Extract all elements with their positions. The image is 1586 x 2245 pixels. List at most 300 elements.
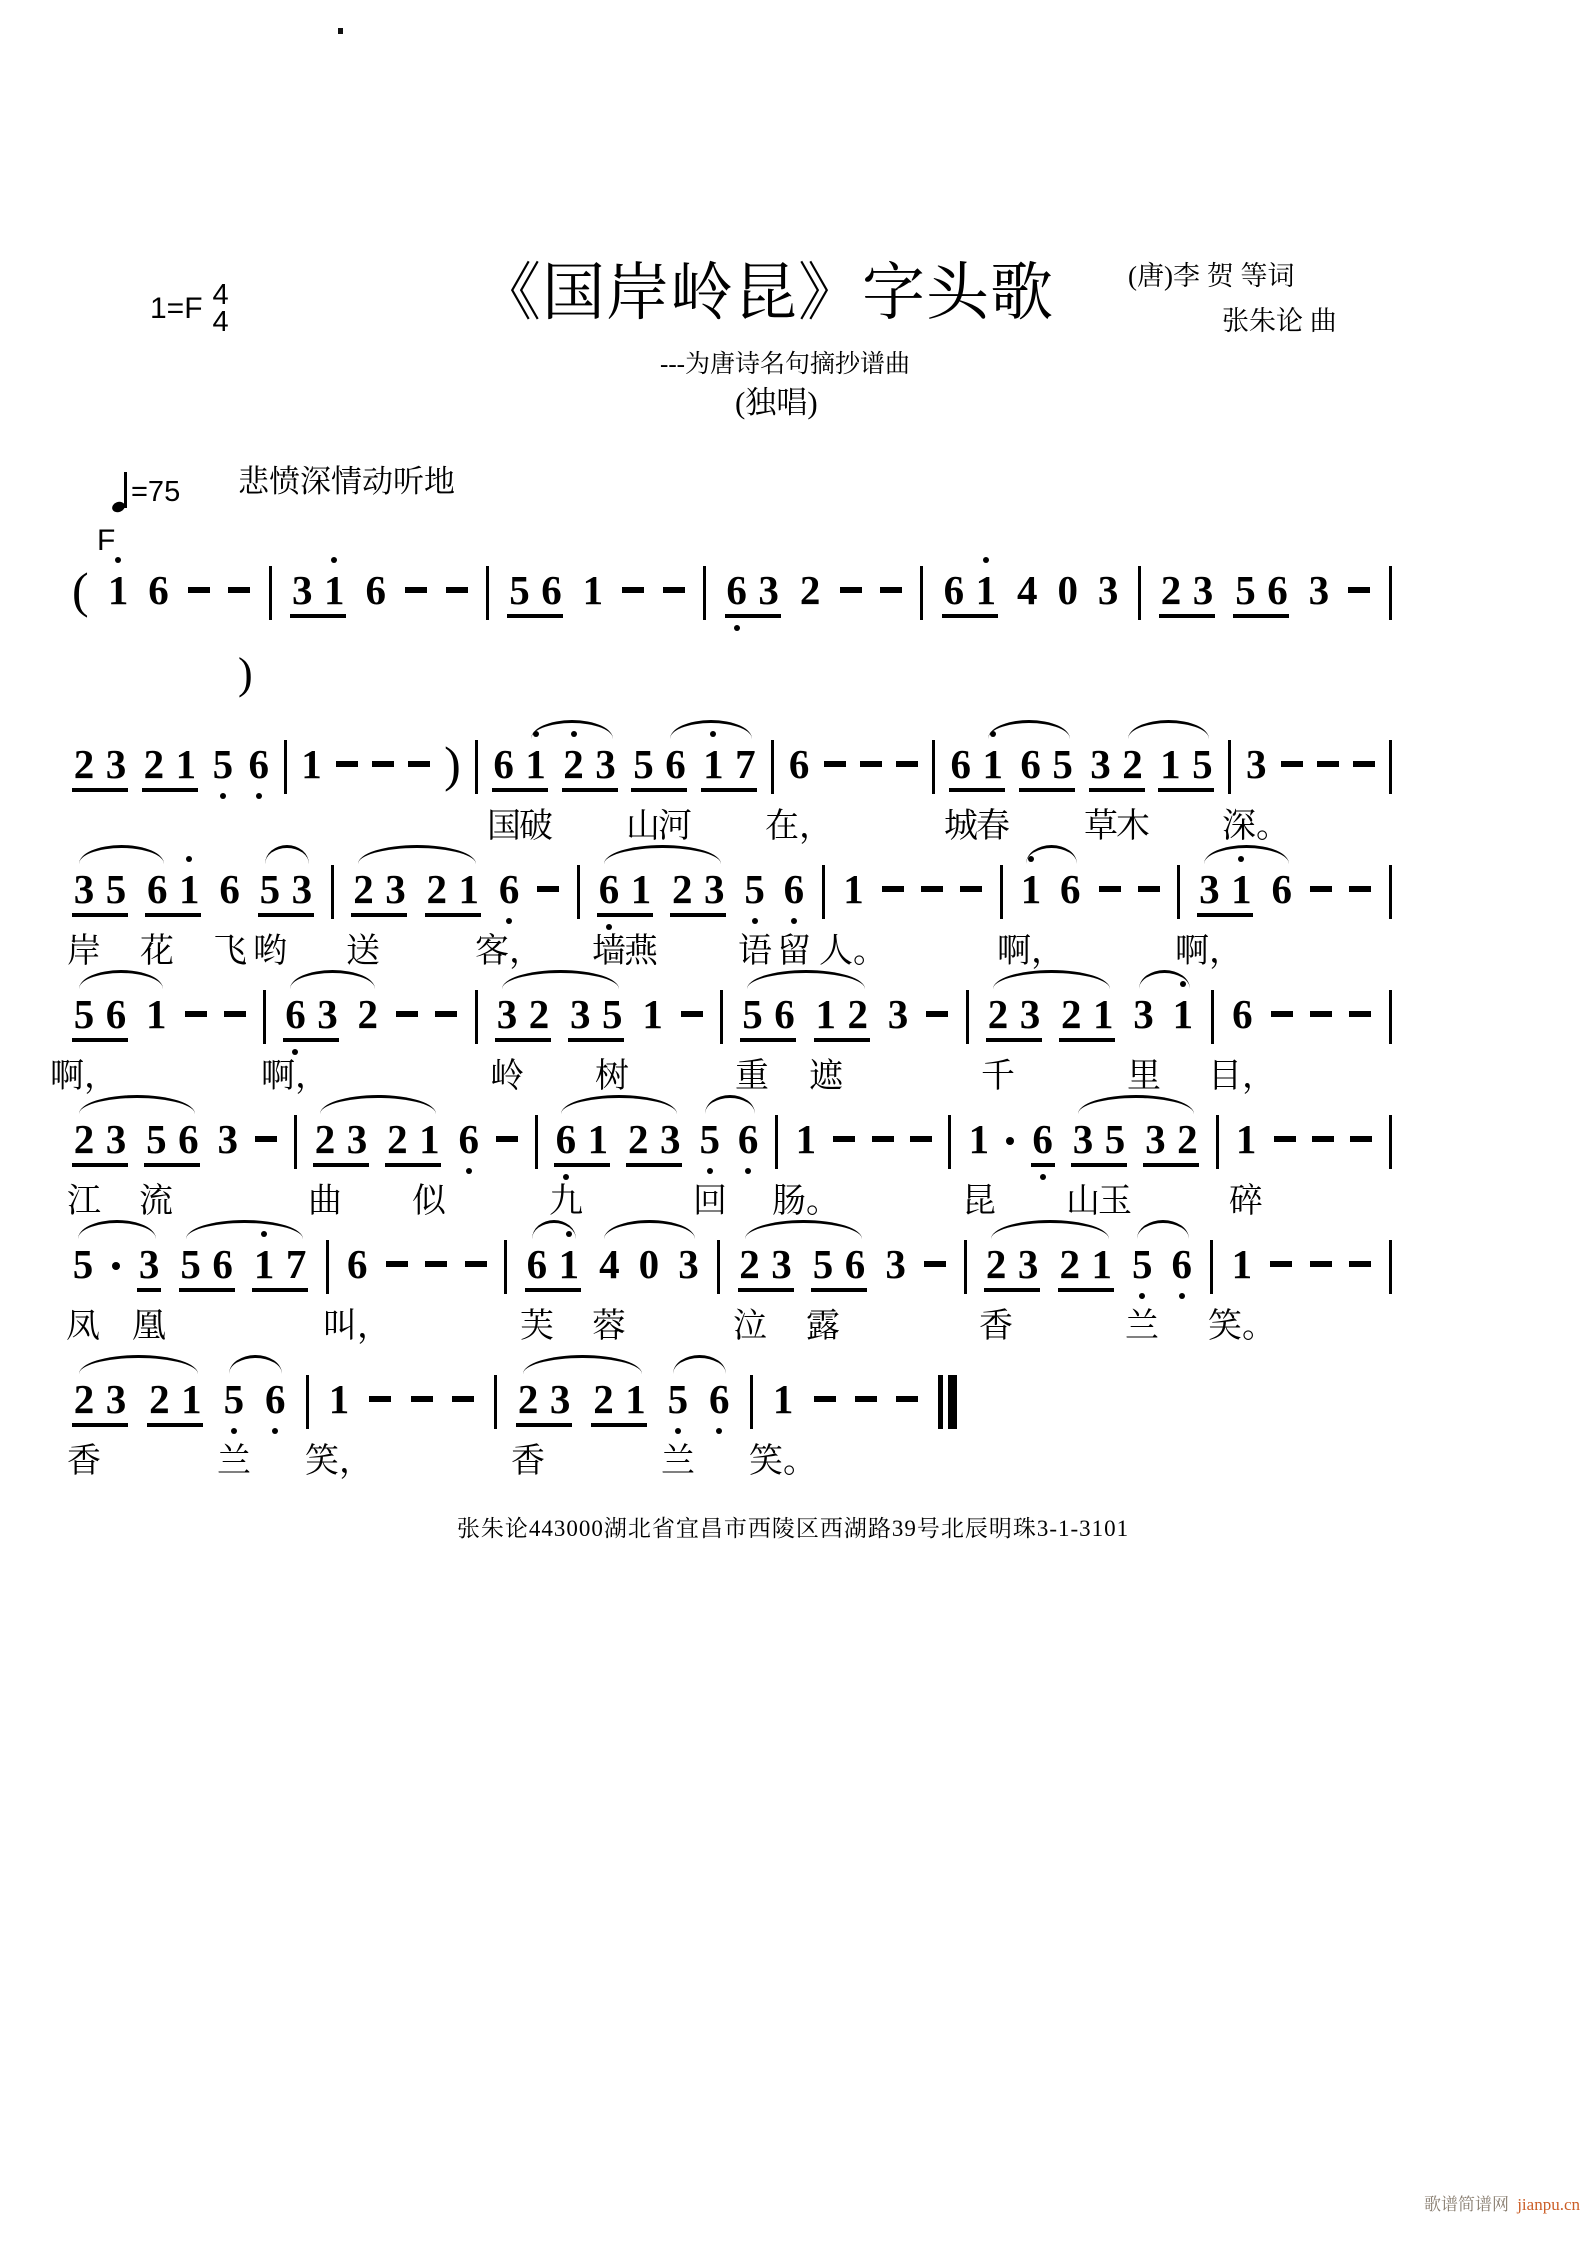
slur-arc (670, 720, 752, 739)
note-2: 2 (1060, 991, 1082, 1037)
note-6: 6 (950, 741, 971, 787)
beam-group (949, 740, 1005, 792)
note-6: 6 (1232, 991, 1253, 1037)
performance-type: (独唱) (735, 385, 818, 420)
lyric-syllable: 国 (487, 808, 521, 845)
note-3: 3 (291, 866, 313, 912)
note-1: 1 (772, 1376, 794, 1422)
dash-beat (452, 1396, 474, 1402)
barline (284, 740, 287, 794)
beam-group (554, 1115, 610, 1167)
note-3: 3 (105, 741, 127, 787)
note-1: 1 (175, 741, 197, 787)
barline (294, 1115, 297, 1169)
beam-group (147, 1375, 203, 1427)
beam-group (72, 990, 128, 1042)
note-1: 1 (642, 991, 663, 1037)
note-6: 6 (943, 567, 965, 613)
note-5: 5 (146, 1116, 167, 1162)
lyric-syllable: 笑， (305, 1443, 373, 1480)
dash-beat (855, 1396, 877, 1402)
note-6: 6 (458, 1116, 479, 1162)
lyric-syllable: 哟 (253, 933, 287, 970)
lyric-syllable: 目， (1208, 1058, 1276, 1095)
lyric-syllable: 笑。 (1208, 1308, 1276, 1345)
dash-beat (446, 587, 468, 593)
beam-group (72, 1375, 128, 1427)
note-3: 3 (678, 1241, 699, 1287)
note-6: 6 (493, 741, 514, 787)
note-5: 5 (1192, 741, 1213, 787)
lyric-syllable: 破 (519, 808, 553, 845)
beam-group (942, 566, 998, 618)
note-2: 2 (799, 567, 821, 613)
note-3: 3 (1133, 991, 1154, 1037)
note-3: 3 (595, 741, 616, 787)
note-2: 2 (563, 741, 584, 787)
note-3: 3 (1245, 741, 1267, 787)
lyric-syllable: 千 (981, 1058, 1015, 1095)
beam-group (137, 1240, 161, 1292)
barline (703, 566, 706, 620)
note-6: 6 (147, 866, 168, 912)
note-1: 1 (179, 866, 200, 912)
beam-group (1019, 740, 1075, 792)
beam-group (1071, 1115, 1127, 1167)
note-4: 4 (1017, 567, 1038, 613)
dash-beat (1348, 587, 1370, 593)
barline (948, 1115, 951, 1169)
note-1: 1 (625, 1376, 646, 1422)
note-2: 2 (593, 1376, 614, 1422)
note-3: 3 (317, 991, 338, 1037)
note-5: 5 (72, 1241, 94, 1287)
note-2: 2 (73, 1116, 95, 1162)
dash-beat (1310, 886, 1332, 892)
lyricist-credit: (唐)李 贺 等词 (1128, 261, 1295, 291)
dash-beat (1353, 761, 1375, 767)
dash-beat (910, 1136, 932, 1142)
lyric-syllable: 啊， (261, 1058, 329, 1095)
music-line-2 (72, 736, 1392, 860)
note-5: 5 (1235, 567, 1256, 613)
lyric-syllable: 送 (346, 933, 380, 970)
beam-group (252, 1240, 308, 1292)
dash-beat (1270, 1261, 1292, 1267)
barline (486, 566, 489, 620)
song-title: 《国岸岭昆》字头歌 (478, 258, 1054, 328)
barline (1389, 566, 1392, 620)
note-6: 6 (737, 1116, 759, 1162)
dash-beat (411, 1396, 433, 1402)
lyric-syllable: 飞 (213, 933, 247, 970)
barline (1389, 865, 1392, 919)
barline (775, 1115, 778, 1169)
beam-group (1143, 1115, 1199, 1167)
dash-beat (336, 761, 358, 767)
dash-beat (1312, 1136, 1334, 1142)
lyric-syllable: 回 (693, 1183, 727, 1220)
lyric-syllable: 泣 (733, 1308, 767, 1345)
note-6: 6 (1059, 866, 1081, 912)
dash-beat (228, 587, 250, 593)
note-1: 1 (968, 1116, 990, 1162)
note-6: 6 (365, 567, 386, 613)
beam-group (144, 1115, 200, 1167)
beam-group (179, 1240, 235, 1292)
note-2: 2 (149, 1376, 170, 1422)
note-1: 1 (630, 866, 652, 912)
beam-group (1089, 740, 1145, 792)
dash-beat (814, 1396, 836, 1402)
note-1: 1 (1020, 866, 1042, 912)
beam-group (1031, 1115, 1055, 1167)
note-1: 1 (1231, 1241, 1253, 1287)
note-2: 2 (143, 741, 165, 787)
meter-denominator: 4 (212, 306, 229, 338)
final-bar-thin (938, 1375, 943, 1429)
note-1: 1 (795, 1116, 817, 1162)
music-line-5 (67, 1115, 1392, 1235)
barline (771, 740, 774, 794)
lyric-syllable: 语 (738, 933, 772, 970)
note-4: 4 (599, 1241, 620, 1287)
lyric-syllable: 花 (140, 933, 174, 970)
note-7: 7 (735, 741, 756, 787)
barline (750, 1375, 753, 1429)
lyric-syllable: 客， (475, 933, 543, 970)
note-1: 1 (328, 1376, 350, 1422)
dash-beat (1138, 886, 1160, 892)
lyric-syllable: 城 (944, 808, 978, 845)
note-6: 6 (1032, 1116, 1053, 1162)
dash-beat (537, 886, 559, 892)
beam-group (740, 990, 796, 1042)
dash-beat (1281, 761, 1303, 767)
dash-beat (1310, 1261, 1332, 1267)
note-1: 1 (582, 567, 604, 613)
note-6: 6 (148, 567, 169, 613)
lyric-syllable: 似 (412, 1183, 446, 1220)
barline (720, 990, 723, 1044)
dash-beat (921, 886, 943, 892)
barline (717, 1240, 720, 1294)
dash-beat (465, 1261, 487, 1267)
note-2: 2 (73, 1376, 95, 1422)
beam-group (1233, 566, 1289, 618)
note-3: 3 (73, 866, 95, 912)
lyric-syllable: 春 (976, 808, 1010, 845)
lyric-syllable: 凤 (66, 1308, 100, 1345)
dash-beat (386, 1261, 408, 1267)
beam-group (1059, 990, 1115, 1042)
slur-arc (988, 720, 1070, 739)
beam-group (738, 1240, 794, 1292)
lyric-syllable: 兰 (217, 1443, 251, 1480)
time-signature (212, 279, 229, 338)
composer-credit: 张朱论 曲 (1222, 306, 1337, 336)
note-6: 6 (1171, 1241, 1192, 1287)
note-6: 6 (1020, 741, 1041, 787)
note-5: 5 (223, 1376, 245, 1422)
lyric-syllable: 墙 (592, 933, 626, 970)
music-line-3 (67, 865, 1392, 985)
beam-group (492, 740, 548, 792)
note-6: 6 (105, 991, 127, 1037)
lyric-syllable: 兰 (1125, 1308, 1159, 1345)
beam-group (1158, 740, 1214, 792)
note-2: 2 (1059, 1241, 1080, 1287)
note-1: 1 (458, 866, 480, 912)
note-1: 1 (1172, 991, 1194, 1037)
dash-beat (188, 587, 210, 593)
beam-group (814, 990, 870, 1042)
note-5: 5 (105, 866, 127, 912)
augmentation-dot (112, 1262, 120, 1270)
note-0: 0 (638, 1241, 660, 1287)
lyric-syllable: 昆 (962, 1183, 996, 1220)
dash-beat (681, 1011, 703, 1017)
dash-beat (882, 886, 904, 892)
beam-group (507, 566, 563, 618)
note-2: 2 (387, 1116, 408, 1162)
dash-beat (1271, 1011, 1293, 1017)
lyric-syllable: 里 (1127, 1058, 1161, 1095)
beam-group (313, 1115, 369, 1167)
barline (920, 566, 923, 620)
barline (932, 740, 935, 794)
lyric-syllable: 兰 (661, 1443, 695, 1480)
note-2: 2 (353, 866, 374, 912)
music-line-1 (72, 562, 1392, 686)
dash-beat (405, 587, 427, 593)
beam-group (385, 1115, 441, 1167)
lyric-syllable: 香 (979, 1308, 1013, 1345)
note-2: 2 (987, 991, 1009, 1037)
barline (1177, 865, 1180, 919)
dash-beat (372, 761, 394, 767)
beam-group (351, 865, 407, 917)
dash-beat (663, 587, 685, 593)
note-3: 3 (1145, 1116, 1166, 1162)
note-3: 3 (138, 1241, 160, 1287)
dash-beat (924, 1261, 946, 1267)
music-line-7 (67, 1375, 957, 1495)
note-1: 1 (843, 866, 864, 912)
expression-marking: 悲愤深情动听地 (238, 464, 455, 499)
lyric-syllable: 啊， (50, 1058, 118, 1095)
key-signature (150, 279, 229, 338)
note-1: 1 (982, 741, 1003, 787)
note-5: 5 (1052, 741, 1073, 787)
note-2: 2 (672, 866, 693, 912)
beam-group (516, 1375, 572, 1427)
dash-beat (255, 1136, 277, 1142)
lyric-syllable: 凰 (132, 1308, 166, 1345)
barline (1228, 740, 1231, 794)
note-1: 1 (107, 567, 129, 613)
note-2: 2 (1160, 567, 1182, 613)
note-6: 6 (346, 1241, 368, 1287)
beam-group (495, 990, 551, 1042)
dash-beat (860, 761, 882, 767)
note-3: 3 (385, 866, 406, 912)
beam-group (1058, 1240, 1114, 1292)
dash-beat (408, 761, 430, 767)
note-1: 1 (1091, 1241, 1112, 1287)
note-1: 1 (1160, 741, 1181, 787)
note-3: 3 (1072, 1116, 1094, 1162)
watermark-site-url: jianpu.cn (1517, 2195, 1580, 2214)
note-6: 6 (219, 866, 240, 912)
tempo-value: =75 (131, 475, 181, 508)
dash-beat (880, 587, 902, 593)
dash-beat (824, 761, 846, 767)
music-line-4 (50, 990, 1392, 1110)
music-line-6 (66, 1240, 1392, 1360)
note-6: 6 (1267, 567, 1288, 613)
beam-group (283, 990, 339, 1042)
dash-beat (496, 1136, 518, 1142)
note-2: 2 (517, 1376, 539, 1422)
note-3: 3 (1308, 567, 1330, 613)
lyric-syllable: 遮 (809, 1058, 843, 1095)
note-3: 3 (292, 567, 313, 613)
note-5: 5 (180, 1241, 201, 1287)
note-5: 5 (509, 567, 530, 613)
note-2: 2 (357, 991, 379, 1037)
dash-beat (896, 761, 918, 767)
note-1: 1 (703, 741, 724, 787)
beam-group (725, 566, 781, 618)
quarter-note-icon (112, 470, 129, 514)
barline (822, 865, 825, 919)
beam-group (984, 1240, 1040, 1292)
watermark-site-name: 歌谱简谱网 (1423, 2195, 1509, 2214)
barline (494, 1375, 497, 1429)
lyric-syllable: 在， (765, 808, 833, 845)
lyric-syllable: 九 (549, 1183, 583, 1220)
lyric-syllable: 啊， (1175, 933, 1243, 970)
lyric-syllable: 曲 (308, 1183, 342, 1220)
barline (1216, 1115, 1219, 1169)
beam-group (1159, 566, 1215, 618)
note-5: 5 (812, 1241, 834, 1287)
meter-numerator: 4 (212, 279, 229, 311)
note-3: 3 (704, 866, 725, 912)
dash-beat (872, 1136, 894, 1142)
dash-beat (1317, 761, 1339, 767)
note-1: 1 (1235, 1116, 1257, 1162)
note-6: 6 (264, 1376, 286, 1422)
note-5: 5 (212, 741, 234, 787)
close-paren: ) (444, 736, 461, 792)
note-1: 1 (1231, 866, 1252, 912)
note-3: 3 (549, 1376, 571, 1422)
beam-group (811, 1240, 867, 1292)
beam-group (72, 1115, 128, 1167)
note-3: 3 (105, 1116, 127, 1162)
note-5: 5 (744, 866, 765, 912)
final-bar-thick (948, 1375, 957, 1429)
note-3: 3 (1199, 866, 1220, 912)
note-6: 6 (285, 991, 306, 1037)
barline (964, 1240, 967, 1294)
beam-group (562, 740, 618, 792)
note-3: 3 (496, 991, 518, 1037)
note-3: 3 (887, 991, 909, 1037)
note-1: 1 (587, 1116, 609, 1162)
key-label: 1=F (150, 292, 203, 325)
note-3: 3 (217, 1116, 239, 1162)
lyric-syllable: 碎 (1229, 1183, 1263, 1220)
barline (1210, 1240, 1213, 1294)
note-6: 6 (665, 741, 686, 787)
note-3: 3 (1017, 1241, 1039, 1287)
dash-beat (1349, 886, 1371, 892)
note-1: 1 (181, 1376, 202, 1422)
note-1: 1 (253, 1241, 275, 1287)
dash-beat (1310, 1011, 1332, 1017)
barline (1389, 1115, 1392, 1169)
note-6: 6 (541, 567, 562, 613)
note-1: 1 (419, 1116, 440, 1162)
note-5: 5 (742, 991, 763, 1037)
beam-group (145, 865, 201, 917)
note-3: 3 (570, 991, 591, 1037)
note-5: 5 (602, 991, 623, 1037)
lyric-syllable: 木 (1116, 808, 1150, 845)
barline (1389, 990, 1392, 1044)
dash-beat (1349, 1011, 1371, 1017)
note-2: 2 (1122, 741, 1143, 787)
lyric-syllable: 蓉 (592, 1308, 626, 1345)
note-5: 5 (259, 866, 281, 912)
note-2: 2 (985, 1241, 1007, 1287)
note-6: 6 (1271, 866, 1292, 912)
note-3: 3 (346, 1116, 368, 1162)
lyric-syllable: 岭 (490, 1058, 524, 1095)
lyric-syllable: 香 (67, 1443, 101, 1480)
note-2: 2 (528, 991, 550, 1037)
note-0: 0 (1057, 567, 1078, 613)
beam-group (631, 740, 687, 792)
barline (1211, 990, 1214, 1044)
beam-group (142, 740, 198, 792)
barline (269, 566, 272, 620)
note-1: 1 (558, 1241, 580, 1287)
beam-group (525, 1240, 581, 1292)
note-2: 2 (628, 1116, 649, 1162)
barline (475, 990, 478, 1044)
note-3: 3 (105, 1376, 127, 1422)
note-3: 3 (771, 1241, 792, 1287)
note-1: 1 (324, 567, 345, 613)
open-paren: ( (72, 562, 89, 618)
lyric-syllable: 山 (1066, 1183, 1100, 1220)
dash-beat (1349, 1261, 1371, 1267)
note-7: 7 (285, 1241, 307, 1287)
beam-group (290, 566, 346, 618)
note-2: 2 (426, 866, 448, 912)
intro-close-paren: ) (238, 649, 253, 698)
beam-group (72, 865, 128, 917)
slur-arc (531, 720, 613, 739)
note-3: 3 (1019, 991, 1041, 1037)
note-2: 2 (1177, 1116, 1198, 1162)
barline (966, 990, 969, 1044)
dash-beat (369, 1396, 391, 1402)
